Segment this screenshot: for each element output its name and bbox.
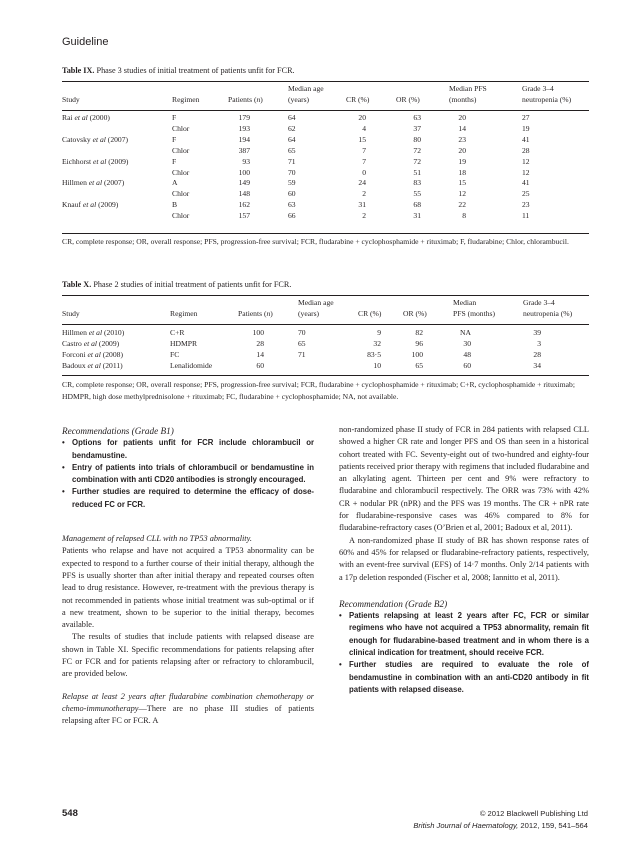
table9-cell: 64 xyxy=(288,134,296,144)
table9-cell: 149 xyxy=(238,178,250,188)
table10-cell: 14 xyxy=(256,349,264,359)
table10-header-row xyxy=(62,298,589,309)
table9-header xyxy=(62,84,589,106)
table10-cell: 70 xyxy=(298,328,306,337)
table9-row xyxy=(62,135,589,146)
table9-cell: 72 xyxy=(413,156,421,166)
left-column xyxy=(62,425,314,728)
table9-cell: 59 xyxy=(288,178,296,188)
table9-cell: Chlor xyxy=(172,189,190,199)
table10-header-rule xyxy=(62,324,589,325)
table10-cell: Badoux et al (2011) xyxy=(62,360,123,370)
right-recommendation-list xyxy=(339,610,589,696)
table10-header-cell: OR (%) xyxy=(403,308,427,318)
table9-header-cell xyxy=(172,84,228,95)
table9-cell: 20 xyxy=(358,113,366,122)
table9-row xyxy=(62,113,589,124)
table10-cell: 96 xyxy=(415,338,423,348)
table9-cell: 51 xyxy=(413,167,421,177)
table10-cell: Forconi et al (2008) xyxy=(62,349,123,359)
table9-cell: 100 xyxy=(238,167,250,177)
table9-cell: 24 xyxy=(358,178,366,188)
table10-cell: 30 xyxy=(463,338,471,348)
table9-cell: 63 xyxy=(413,113,421,122)
table9-cell: 14 xyxy=(458,123,466,133)
table10-cell: NA xyxy=(460,328,471,337)
table9-header-cell: Patients (n) xyxy=(228,94,263,104)
table9-cell: 83 xyxy=(413,178,421,188)
table9-row xyxy=(62,211,589,222)
table10-top-rule xyxy=(62,295,589,296)
table9-cell: 93 xyxy=(242,156,250,166)
table9-header-cell: neutropenia (%) xyxy=(522,94,572,104)
left-recommendation-list xyxy=(62,437,314,511)
table9-cell: 28 xyxy=(522,145,530,155)
table9-cell: 37 xyxy=(413,123,421,133)
table10-cell: Lenalidomide xyxy=(170,360,213,370)
table9-cell: Catovsky et al (2007) xyxy=(62,134,129,144)
table10-cell: 10 xyxy=(373,360,381,370)
table10-header-cell: Study xyxy=(62,308,80,318)
table9-cell: 193 xyxy=(238,123,250,133)
table10-cell: 28 xyxy=(256,338,264,348)
table9-header-row xyxy=(62,84,589,95)
table9-cell: 22 xyxy=(458,200,466,210)
table10-header-cell: Regimen xyxy=(170,308,198,318)
table9-cell: Chlor xyxy=(172,167,190,177)
table10-cell: Castro et al (2009) xyxy=(62,338,120,348)
table9-cell: 2 xyxy=(362,211,366,221)
left-paragraph-3: Relapse at least 2 years after fludarabine combination chemotherapy or chemo-immunotherapy—There are no phase III studies of patients relapsing after FC or FCR. A xyxy=(62,691,314,726)
table9-cell: 4 xyxy=(362,123,366,133)
table10-body xyxy=(62,328,589,372)
table10-cell: 65 xyxy=(298,338,306,348)
table9-row xyxy=(62,189,589,200)
table9-cell: 31 xyxy=(413,211,421,221)
table9-header-cell xyxy=(396,84,449,95)
table9-header-cell: Study xyxy=(62,94,80,104)
table9-cell: 23 xyxy=(458,134,466,144)
left-recommendation-item: • Further studies are required to determine the efficacy of dose-reduced FC or FCR. xyxy=(62,486,314,511)
table9-cell: 20 xyxy=(458,145,466,155)
citation: 2012, 159, 541–564 xyxy=(520,821,588,830)
table10-header-cell: PFS (months) xyxy=(453,308,495,318)
table9-header-rule xyxy=(62,110,589,111)
table9-cell: 20 xyxy=(458,113,466,122)
table9-cell: F xyxy=(172,113,177,122)
table9-cell: 157 xyxy=(238,211,250,221)
left-paragraph-1: Patients who relapse and have not acquired a TP53 abnormality can be expected to respond to a further course of their initial therapy, although the PFS is usually shorter than after initial therapy and repeated courses often lead to drug resistance. However, re-treatment with the previous therapy is not recommended in patients whose initial treatment was sub-optimal or if a new treatment, shown to be superior to the initial therapy, becomes available. xyxy=(62,546,314,630)
right-column xyxy=(339,424,589,696)
table10-cell: 60 xyxy=(463,360,471,370)
table10-header-cell: Grade 3–4 xyxy=(523,298,555,307)
table9-cell: 62 xyxy=(288,123,296,133)
table9-cell: 72 xyxy=(413,145,421,155)
table9-header-cell xyxy=(346,84,396,95)
table9-cell xyxy=(62,146,172,157)
table9-cell: 15 xyxy=(458,178,466,188)
table9-row xyxy=(62,168,589,179)
table9-cell: 11 xyxy=(522,211,530,221)
table10-cell: C+R xyxy=(170,328,185,337)
table9-cell: 70 xyxy=(288,167,296,177)
table9-cell xyxy=(62,211,172,222)
table10-header-cell: Median xyxy=(453,298,477,307)
table9-cell: 66 xyxy=(288,211,296,221)
table10-cell: 60 xyxy=(256,360,264,370)
table9-body-table xyxy=(62,113,589,222)
table10-cell: 39 xyxy=(533,328,541,337)
table9-bottom-rule xyxy=(62,233,589,234)
left-paragraph-2: The results of studies that include patients with relapsed disease are shown in Table XI. Specific recommendations for patients relapsing after FC or FCR and for patients relapsing after or refractory to chlorambucil, are provided below. xyxy=(62,632,314,679)
table10-row xyxy=(62,339,589,350)
table10-header-cell xyxy=(358,298,403,309)
table9-cell xyxy=(62,124,172,135)
table9-cell: 41 xyxy=(522,178,530,188)
page-number: 548 xyxy=(62,808,78,819)
table10-header-cell: Patients (n) xyxy=(238,308,273,318)
table10-caption: Table X. Phase 2 studies of initial treatment of patients unfit for FCR. xyxy=(62,280,292,289)
copyright: © 2012 Blackwell Publishing Ltd xyxy=(479,809,588,818)
table9-cell: 194 xyxy=(238,134,250,144)
table9-cell: 7 xyxy=(362,145,366,155)
table10-cell: 28 xyxy=(533,349,541,359)
left-recommendation-item: • Entry of patients into trials of chlorambucil or bendamustine in combination with anti CD20 antibodies is strongly encouraged. xyxy=(62,462,314,487)
table9-cell: 12 xyxy=(458,189,466,199)
section-title: Management of relapsed CLL with no TP53 abnormality. xyxy=(62,534,252,544)
table9-cell: 148 xyxy=(238,189,250,199)
table10-cell: 82 xyxy=(415,328,423,337)
table9-cell: 71 xyxy=(288,156,296,166)
table10-cell: 71 xyxy=(298,349,306,359)
table10-row xyxy=(62,361,589,372)
table10-bottom-rule xyxy=(62,375,589,376)
table10-header-cell xyxy=(62,298,170,309)
left-recommendation-title: Recommendations (Grade B1) xyxy=(62,426,174,436)
table9-header-cell xyxy=(228,84,288,95)
table9-top-rule xyxy=(62,81,589,82)
table9-header-cell: (years) xyxy=(288,94,310,104)
table9-cell: 12 xyxy=(522,156,530,166)
table9-cell: Eichhorst et al (2009) xyxy=(62,156,129,166)
table9-cell: F xyxy=(172,134,177,144)
table9-note: CR, complete response; OR, overall response; PFS, progression-free survival; FCR, fludarabine + cyclophosphamide + rituximab; F, fludarabine; Chlor, chlorambucil. xyxy=(62,237,569,246)
table10-cell: Hillmen et al (2010) xyxy=(62,328,125,337)
table10-row xyxy=(62,350,589,361)
table9-header-cell: Median age xyxy=(288,84,324,93)
table9-header-cell: Median PFS xyxy=(449,84,487,93)
table9-header-cell xyxy=(62,84,172,95)
table10-cell: FC xyxy=(170,349,180,359)
table10-header-cell: Median age xyxy=(298,298,334,307)
table9-cell: 0 xyxy=(362,167,366,177)
table9-cell: 80 xyxy=(413,134,421,144)
table9-cell: 387 xyxy=(238,145,250,155)
table9-cell: 55 xyxy=(413,189,421,199)
table10-cell xyxy=(298,361,358,372)
table9-cell: Chlor xyxy=(172,145,190,155)
table9-cell: 12 xyxy=(522,167,530,177)
table9-cell: 68 xyxy=(413,200,421,210)
table9-cell: 162 xyxy=(238,200,250,210)
table10-header-cell xyxy=(170,298,238,309)
table10-note: CR, complete response; OR, overall response; PFS, progression-free survival; FCR, fludarabine + cyclophosphamide + rituximab; C+R, cyclophosphamide + rituximab; HDMPR, high dose methylprednisolone + rituximab; FC, fludarabine + cyclophosphamide; NA, not available. xyxy=(62,380,575,401)
table9 xyxy=(62,84,589,106)
table10-cell: 100 xyxy=(411,349,423,359)
table9-cell: 179 xyxy=(238,113,250,122)
table9-cell: 63 xyxy=(288,200,296,210)
table9-cell: B xyxy=(172,200,178,210)
table9-cell: 25 xyxy=(522,189,530,199)
table10-row xyxy=(62,328,589,339)
table9-cell: 19 xyxy=(522,123,530,133)
table9-body xyxy=(62,113,589,222)
table9-cell: Chlor xyxy=(172,211,190,221)
table9-header-cell: (months) xyxy=(449,94,477,104)
right-recommendation-item: • Further studies are required to evaluate the role of bendamustine in combination with an anti-CD20 antibody in fit patients with relapsed disease. xyxy=(339,659,589,696)
journal-name: British Journal of Haematology, xyxy=(413,821,519,830)
table10 xyxy=(62,298,589,320)
table9-row xyxy=(62,146,589,157)
table9-cell xyxy=(62,168,172,179)
right-paragraph-2: A non-randomized phase II study of BR has shown response rates of 60% and 45% for relapsed or fludarabine-refractory patients, respectively, with an event-free survival (EFS) of 14·7 months. Only 2/14 patients with a 17p deletion responded (Fischer et al, 2008; Iannitto et al, 2011). xyxy=(339,535,589,582)
right-paragraph-1: non-randomized phase II study of FCR in 284 patients with relapsed CLL showed a higher CR rate and longer PFS and OS than seen in a historical cohort treated with FC. Seventy-eight out of two-hundred and eighty-four patients received prior therapy with regimens that included fludarabine and an alkylating agent. Thirteen per cent and 9% were refractory to fludarabine and chlorambucil respectively. The ORR was 73% with 42% CR + nodular PR (nPR) and the PFS was 19 months. The CR + nPR rate for fludarabine-responsive cases was 46% compared to 8% for fludarabine-refractory cases (O’Brien et al, 2001; Badoux et al, 2011). xyxy=(339,425,589,533)
table10-header-cell: CR (%) xyxy=(358,308,382,318)
table10-cell: 3 xyxy=(537,338,541,348)
table10-header xyxy=(62,298,589,320)
table9-cell: 27 xyxy=(522,113,530,122)
table9-cell: 64 xyxy=(288,113,296,122)
table9-cell xyxy=(62,189,172,200)
table9-cell: 65 xyxy=(288,145,296,155)
table10-header-cell: neutropenia (%) xyxy=(523,308,573,318)
table9-caption: Table IX. Phase 3 studies of initial treatment of patients unfit for FCR. xyxy=(62,66,295,75)
table9-cell: 18 xyxy=(458,167,466,177)
table10-cell: HDMPR xyxy=(170,338,198,348)
table10-body-table xyxy=(62,328,589,372)
table9-cell: 19 xyxy=(458,156,466,166)
table9-header-cell: CR (%) xyxy=(346,94,370,104)
table9-row xyxy=(62,200,589,211)
table9-cell: Chlor xyxy=(172,123,190,133)
table9-cell: Rai et al (2000) xyxy=(62,113,110,122)
table9-cell: A xyxy=(172,178,178,188)
table9-cell: F xyxy=(172,156,177,166)
table9-cell: 7 xyxy=(362,156,366,166)
table9-cell: 15 xyxy=(358,134,366,144)
table9-header-cell: OR (%) xyxy=(396,94,420,104)
table10-cell: 32 xyxy=(373,338,381,348)
table10-cell: 9 xyxy=(377,328,381,337)
table9-cell: 2 xyxy=(362,189,366,199)
table9-cell: 23 xyxy=(522,200,530,210)
table9-row xyxy=(62,124,589,135)
journal-footer xyxy=(413,808,588,832)
table9-row xyxy=(62,178,589,189)
left-recommendation-item: • Options for patients unfit for FCR include chlorambucil or bendamustine. xyxy=(62,437,314,462)
table10-cell: 100 xyxy=(252,328,264,337)
table9-cell: Knauf et al (2009) xyxy=(62,200,119,210)
table10-cell: 34 xyxy=(533,360,541,370)
table9-cell: 60 xyxy=(288,189,296,199)
table10-header-cell xyxy=(403,298,453,309)
table9-header-cell: Regimen xyxy=(172,94,200,104)
table10-cell: 65 xyxy=(415,360,423,370)
table9-row xyxy=(62,157,589,168)
right-recommendation-title: Recommendation (Grade B2) xyxy=(339,598,448,609)
table9-header-cell: Grade 3–4 xyxy=(522,84,554,93)
table10-header-cell xyxy=(238,298,298,309)
table10-header-cell: (years) xyxy=(298,308,320,318)
table10-cell: 83·5 xyxy=(367,349,381,359)
table9-header-row xyxy=(62,95,589,106)
table9-cell: 31 xyxy=(358,200,366,210)
table9-cell: Hillmen et al (2007) xyxy=(62,178,125,188)
table10-header-row xyxy=(62,309,589,320)
running-header: Guideline xyxy=(62,36,109,48)
table9-cell: 8 xyxy=(462,211,466,221)
table10-cell: 48 xyxy=(463,349,471,359)
right-recommendation-item: • Patients relapsing at least 2 years after FC, FCR or similar regimens who have not acquired a TP53 abnormality, remain fit enough for fludarabine-based treatment and in whom there is a clinical indication for treatment, should receive FCR. xyxy=(339,610,589,659)
table9-cell: 41 xyxy=(522,134,530,144)
